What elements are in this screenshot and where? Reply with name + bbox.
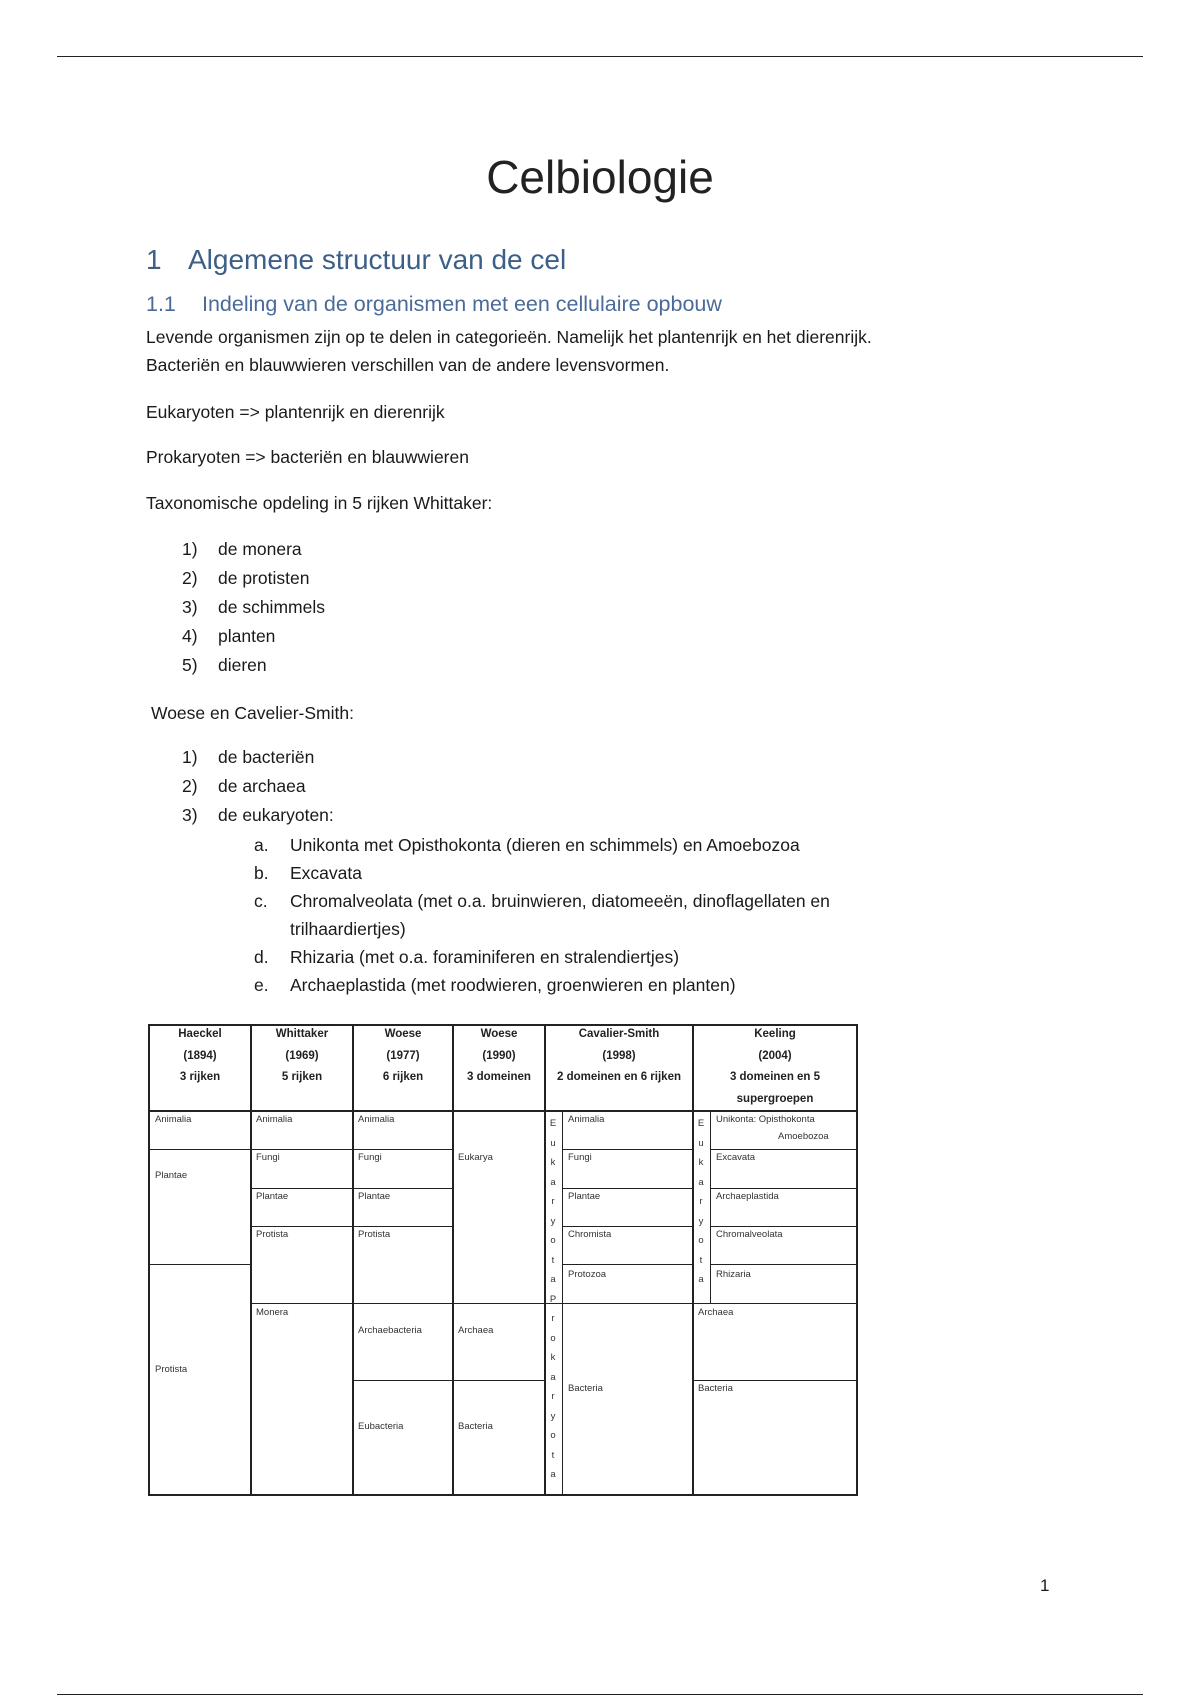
list-item: e. Archaeplastida (met roodwieren, groenwieren en planten) (254, 975, 736, 995)
side-letter: t (551, 1254, 555, 1266)
list-item: 1) de monera (182, 539, 302, 559)
table-cell: Archaeplastida (716, 1191, 779, 1202)
side-letter: u (550, 1137, 556, 1149)
list-item: b. Excavata (254, 863, 362, 883)
table-cell: Bacteria (698, 1383, 733, 1394)
table-cell: Unikonta: Opisthokonta (716, 1114, 815, 1125)
list-item: 5) dieren (182, 655, 267, 675)
side-letter: k (698, 1157, 704, 1168)
list-item: 3) de eukaryoten: (182, 805, 334, 825)
side-letter: r (551, 1391, 555, 1402)
table-cell: Animalia (155, 1114, 192, 1125)
list-item: c. Chromalveolata (met o.a. bruinwieren, diatomeeën, dinoflagellaten en trilhaardiertjes) (254, 891, 830, 939)
table-header: Whittaker (1969) 5 rijken (275, 1028, 329, 1083)
side-letter: E (549, 1118, 557, 1129)
table-cell: Protozoa (568, 1269, 607, 1280)
side-letter: o (550, 1430, 556, 1441)
side-letter: a (550, 1469, 556, 1480)
table-header: Woese (1990) 3 domeinen (467, 1028, 531, 1083)
header-rule (57, 56, 1143, 57)
side-letter: y (550, 1410, 556, 1422)
table-cell: Protista (155, 1364, 188, 1375)
intro-line-2: Bacteriën en blauwwieren verschillen van de andere levensvormen. (146, 355, 670, 375)
side-letter: a (550, 1274, 556, 1285)
side-letter: t (551, 1449, 555, 1461)
table-cell: Chromalveolata (716, 1229, 783, 1240)
eukaryoten-line: Eukaryoten => plantenrijk en dierenrijk (146, 402, 445, 422)
eukaryoten-sublist (254, 831, 950, 999)
list-item: 1) de bacteriën (182, 747, 315, 767)
side-letter: r (699, 1196, 703, 1207)
whittaker-label: Taxonomische opdeling in 5 rijken Whittaker: (146, 493, 493, 513)
table-cell: Plantae (568, 1191, 601, 1202)
list-item: 3) de schimmels (182, 597, 325, 617)
table-cell: Plantae (155, 1170, 188, 1181)
heading-2-number: 1.1 (146, 292, 176, 316)
woese-list (182, 743, 334, 830)
table-cell: Animalia (568, 1114, 605, 1125)
list-item: a. Unikonta met Opisthokonta (dieren en schimmels) en Amoebozoa (254, 835, 800, 855)
heading-1-number: 1 (146, 244, 162, 275)
footer-rule (57, 1694, 1143, 1695)
document-title: Celbiologie (486, 151, 714, 203)
table-cell: Fungi (568, 1152, 592, 1163)
table-cell: Amoebozoa (778, 1131, 829, 1142)
heading-2 (146, 292, 722, 317)
side-letter: y (550, 1215, 556, 1227)
table-header: Haeckel (1894) 3 rijken (178, 1028, 222, 1083)
table-cell: Animalia (256, 1114, 293, 1125)
side-letter: k (550, 1157, 556, 1168)
whittaker-list (182, 535, 325, 680)
table-header: Keeling (2004) 3 domeinen en 5 supergroepen (729, 1028, 821, 1105)
side-letter: P (549, 1293, 557, 1305)
list-item: 2) de archaea (182, 776, 306, 796)
table-cell: Archaea (698, 1307, 734, 1318)
table-cell: Archaebacteria (358, 1325, 422, 1336)
taxonomy-table (148, 1024, 858, 1496)
heading-2-text: Indeling van de organismen met een cellulaire opbouw (202, 292, 722, 316)
heading-1 (146, 244, 566, 276)
list-item: d. Rhizaria (met o.a. foraminiferen en stralendiertjes) (254, 947, 680, 967)
side-letter: o (550, 1332, 556, 1344)
side-letter: t (699, 1254, 703, 1266)
side-letter: a (550, 1176, 556, 1188)
side-letter: o (698, 1235, 704, 1246)
table-header: Cavalier-Smith (1998) 2 domeinen en 6 rijken (557, 1028, 681, 1083)
side-letter: k (550, 1352, 556, 1363)
table-cell: Fungi (256, 1152, 280, 1163)
prokaryoten-line: Prokaryoten => bacteriën en blauwwieren (146, 447, 469, 467)
table-cell: Plantae (358, 1191, 391, 1202)
woese-label: Woese en Cavelier-Smith: (151, 703, 354, 723)
table-cell: Protista (358, 1229, 391, 1240)
side-letter: a (550, 1371, 556, 1383)
table-cell: Excavata (716, 1152, 756, 1163)
list-item: 2) de protisten (182, 568, 310, 588)
side-letter: o (550, 1235, 556, 1246)
table-cell: Protista (256, 1229, 289, 1240)
table-cell: Archaea (458, 1325, 494, 1336)
side-letter: a (698, 1176, 704, 1188)
side-letter: y (698, 1215, 704, 1227)
table-header: Woese (1977) 6 rijken (382, 1028, 424, 1083)
heading-1-text: Algemene structuur van de cel (188, 244, 567, 275)
side-letter: r (551, 1313, 555, 1324)
table-cell: Fungi (358, 1152, 382, 1163)
side-letter: a (698, 1274, 704, 1285)
table-cell: Eukarya (458, 1152, 493, 1163)
table-cell: Plantae (256, 1191, 289, 1202)
side-letter: r (551, 1196, 555, 1207)
table-cell: Monera (256, 1307, 289, 1318)
table-cell: Bacteria (568, 1383, 603, 1394)
table-cell: Animalia (358, 1114, 395, 1125)
table-cell: Rhizaria (716, 1269, 751, 1280)
table-cell: Bacteria (458, 1421, 493, 1432)
side-letter: E (697, 1118, 705, 1129)
intro-line-1: Levende organismen zijn op te delen in categorieën. Namelijk het plantenrijk en het dierenrijk. (146, 327, 872, 347)
page-number: 1 (1040, 1576, 1050, 1595)
table-cell: Chromista (568, 1229, 612, 1240)
table-cell: Eubacteria (358, 1421, 404, 1432)
side-letter: u (698, 1137, 704, 1149)
list-item: 4) planten (182, 626, 276, 646)
